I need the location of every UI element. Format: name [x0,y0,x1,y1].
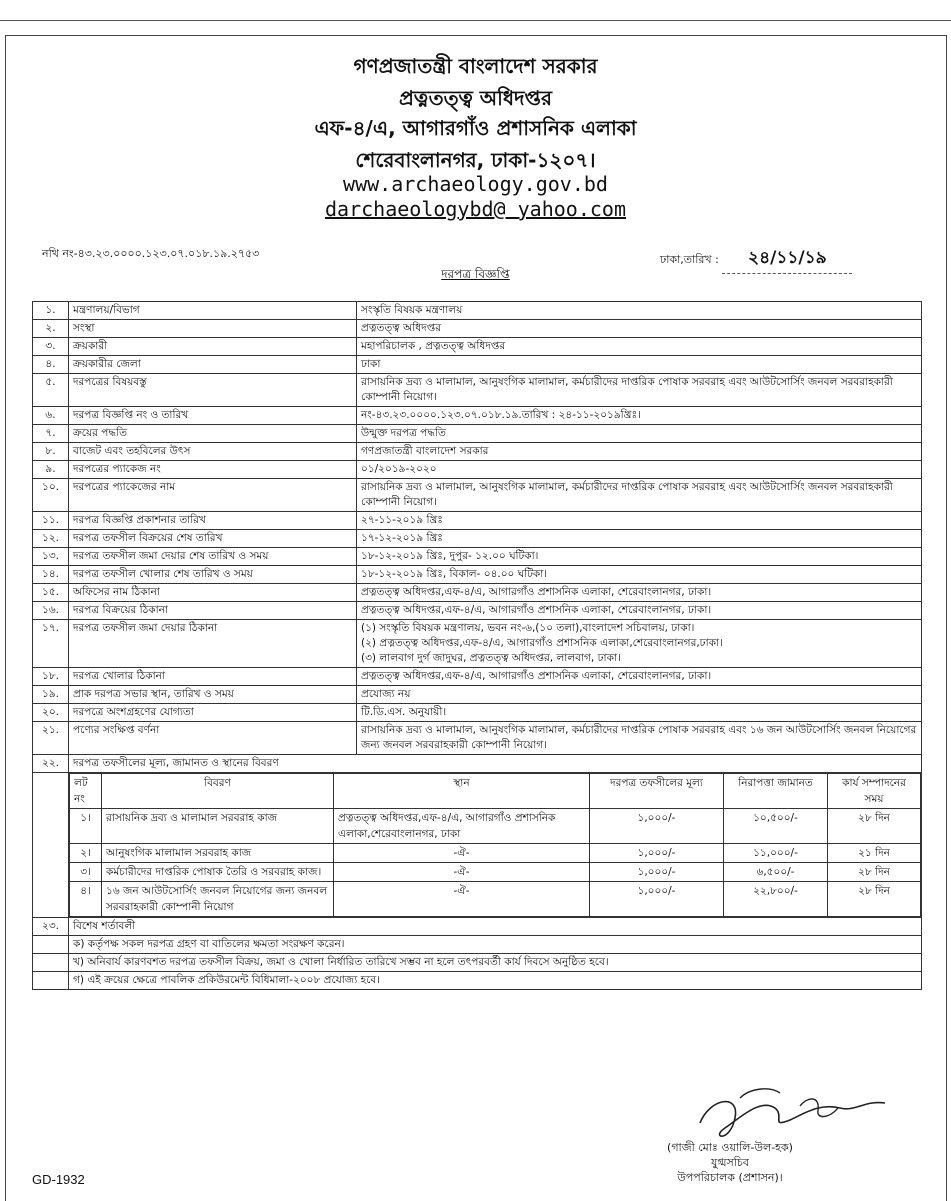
row-number: ১৯. [33,686,69,704]
table-row [33,407,922,425]
signatory-designation: উপপরিচালক (প্রশাসন)। [677,1171,783,1184]
lot-security: ১০,৫০০/- [724,809,828,844]
row-value: ০১/২০১৯-২০২০ [357,461,922,479]
lot-place: প্রত্নতত্ত্ব অধিদপ্তর,এফ-৪/এ, আগারগাঁও প্রশাসনিক এলাকা,শেরেবাংলানগর, ঢাকা [334,809,590,844]
row-label: ক্রয়কারী [69,338,357,356]
lot-description: রাসায়নিক দ্রব্য ও মালামাল সরবরাহ কাজ [102,809,334,844]
row-label: বাজেট এবং তহবিলের উৎস [69,443,357,461]
row-value: প্রত্নতত্ত্ব অধিদপ্তর,এফ-৪/এ, আগারগাঁও প্রশাসনিক এলাকা, শেরেবাংলানগর, ঢাকা। [357,668,922,686]
header-place: স্থান [334,774,590,809]
table-row [33,461,922,479]
lot-price: ১,০০০/- [590,863,724,882]
table-row [33,773,922,918]
row-label: ক্রয়ের পদ্ধতি [69,425,357,443]
table-row [33,320,922,338]
row-value: টি.ডি.এস. অনুযায়ী। [357,704,922,722]
signature-block [600,1140,860,1185]
condition-item: খ) অনিবার্য কারণবশত দরপত্র তফসীল বিক্রয়, জমা ও খোলা নির্ধারিত তারিখে সম্ভব না হলে তৎপরবর্তী কার্য দিবসে অনুষ্ঠিত হবে। [69,954,922,972]
table-row [33,338,922,356]
table-row [33,443,922,461]
address-line-3: (৩) লালবাগ দুর্গ জাদুঘর, প্রত্নতত্ত্ব অধিদপ্তর, লালবাগ, ঢাকা। [361,652,621,664]
spacer-cell [33,936,69,954]
table-row [33,954,922,972]
table-row [33,425,922,443]
condition-item: গ) এই ক্রয়ের ক্ষেত্রে পাবলিক প্রকিউরমেন্ট বিধিমালা-২০০৮ প্রযোজ্য হবে। [69,972,922,990]
row-value: নং-৪৩.২৩.০০০০.১২৩.০৭.০১৮.১৯.তারিখ : ২৪-১১-২০১৯খ্রিঃ। [357,407,922,425]
row-label: দরপত্রের বিষয়বস্তু [69,374,357,407]
lot-security: ২২,৮০০/- [724,882,828,917]
table-row [33,668,922,686]
row-number: ১০. [33,479,69,512]
row-value: প্রত্নতত্ত্ব অধিদপ্তর,এফ-৪/এ, আগারগাঁও প্রশাসনিক এলাকা, শেরেবাংলানগর, ঢাকা। [357,602,922,620]
table-row [33,602,922,620]
lot-time: ২৮ দিন [828,863,921,882]
row-value: গণপ্রজাতন্ত্রী বাংলাদেশ সরকার [357,443,922,461]
table-row [33,755,922,773]
lot-row [70,844,921,863]
row-number: ২১. [33,722,69,755]
row-label: দরপত্র বিজ্ঞপ্তি প্রকাশনার তারিখ [69,512,357,530]
row-number: ৬. [33,407,69,425]
row-label: দরপত্র খোলার ঠিকানা [69,668,357,686]
table-row [33,972,922,990]
row-number: ৮. [33,443,69,461]
website-link[interactable]: www.archaeology.gov.bd [343,172,608,196]
row-label: দরপত্র তফসীল জমা দেয়ার ঠিকানা [69,620,357,668]
row-value: মহাপরিচালক , প্রত্নতত্ত্ব অধিদপ্তর [357,338,922,356]
row-value: ১৭-১২-২০১৯ খ্রিঃ [357,530,922,548]
lot-place: -ঐ- [334,863,590,882]
row-label: দরপত্র তফসীলের মূল্য, জামানত ও স্থানের বিবরণ [69,755,922,773]
footer-code: GD-1932 [32,1172,85,1187]
date-value: ২৪/১১/১৯ [722,245,852,274]
address-line-1: (১) সংস্কৃতি বিষয়ক মন্ত্রণালয়, ভবন নং-৬,(১০ তলা),বাংলাদেশ সচিবালয়, ঢাকা। [361,622,695,634]
table-row [33,704,922,722]
row-value: প্রযোজ্য নয় [357,686,922,704]
table-row [33,584,922,602]
signatory-title: যুগ্মসচিব [711,1156,749,1169]
row-number: ১৬. [33,602,69,620]
table-row [33,566,922,584]
table-row [33,512,922,530]
table-row [33,530,922,548]
lot-row [70,863,921,882]
row-value: প্রত্নতত্ত্ব অধিদপ্তর [357,320,922,338]
lot-price: ১,০০০/- [590,882,724,917]
row-label: প্রাক দরপত্র সভার স্থান, তারিখ ও সময় [69,686,357,704]
table-row [33,918,922,936]
lot-number: ৪। [70,882,102,917]
lot-price: ১,০০০/- [590,844,724,863]
row-label: অফিসের নাম ঠিকানা [69,584,357,602]
condition-item: ক) কর্তৃপক্ষ সকল দরপত্র গ্রহণ বা বাতিলের ক্ষমতা সংরক্ষণ করেন। [69,936,922,954]
row-number: ১৭. [33,620,69,668]
header-time: কার্য সম্পাদনের সময় [828,774,921,809]
table-row [33,479,922,512]
header-lot: লট নং [70,774,102,809]
signatory-name: (গাজী মোঃ ওয়ালি-উল-হক) [667,1141,793,1154]
row-number: ৭. [33,425,69,443]
lot-security: ১১,০০০/- [724,844,828,863]
row-value: ঢাকা [357,356,922,374]
table-row [33,374,922,407]
row-value: রাসায়নিক দ্রব্য ও মালামাল, আনুষংগিক মালামাল, কর্মচারীদের দাপ্তরিক পোষাক সরবরাহ এবং আউটসোর্সিং জনবল সরবরাহকারী কোম্পানী নিয়োগ। [357,374,922,407]
lot-place: -ঐ- [334,882,590,917]
table-row [33,620,922,668]
row-value [357,620,922,668]
lot-description: ১৬ জন আউটসোর্সিং জনবল নিয়োগের জন্য জনবল সরবরাহকারী কোম্পানী নিয়োগ [102,882,334,917]
row-value: উন্মুক্ত দরপত্র পদ্ধতি [357,425,922,443]
lot-number: ১। [70,809,102,844]
row-value: ২৭-১১-২০১৯ খ্রিঃ [357,512,922,530]
lot-table [69,773,921,917]
row-label: দরপত্র তফসীল জমা দেয়ার শেষ তারিখ ও সময় [69,548,357,566]
lot-number: ২। [70,844,102,863]
row-number: ৯. [33,461,69,479]
city-line: শেরেবাংলানগর, ঢাকা-১২০৭। [355,148,596,172]
row-label: মন্ত্রণালয়/বিভাগ [69,302,357,320]
lot-place: -ঐ- [334,844,590,863]
row-label: সংস্থা [69,320,357,338]
table-row [33,936,922,954]
header-security: নিরাপত্তা জামানত [724,774,828,809]
lot-time: ২৮ দিন [828,809,921,844]
date-label: ঢাকা,তারিখ : [660,253,719,266]
lot-security: ৬,৫০০/- [724,863,828,882]
row-number: ১১. [33,512,69,530]
table-row [33,356,922,374]
row-value: ১৮-১২-২০১৯ খ্রিঃ, বিকাল- ০৪.০০ ঘটিকা। [357,566,922,584]
spacer-cell [33,972,69,990]
row-value: রাসায়নিক দ্রব্য ও মালামাল, আনুষংগিক মালামাল, কর্মচারীদের দাপ্তরিক পোষাক সরবরাহ এবং আউটসোর্সিং জনবল সরবরাহকারী কোম্পানী নিয়োগ। [357,479,922,512]
lot-number: ৩। [70,863,102,882]
lot-row [70,809,921,844]
row-label: দরপত্র বিক্রয়ের ঠিকানা [69,602,357,620]
table-row [33,548,922,566]
row-number: ১২. [33,530,69,548]
row-label: দরপত্রের প্যাকেজের নাম [69,479,357,512]
row-label: দরপত্র তফসীল বিক্রয়ের শেষ তারিখ [69,530,357,548]
row-label: বিশেষ শর্তাবলী [69,918,922,936]
lot-description: কর্মচারীদের দাপ্তরিক পোষাক তৈরি ও সরবরাহ কাজ। [102,863,334,882]
table-row [33,686,922,704]
memo-number: নথি নং-৪৩.২৩.০০০০.১২৩.০৭.০১৮.১৯.২৭৫৩ [42,247,260,260]
spacer-cell [33,773,69,918]
address-line: এফ-৪/এ, আগারগাঁও প্রশাসনিক এলাকা [314,116,637,140]
table-row [33,722,922,755]
lot-time: ২৮ দিন [828,882,921,917]
row-number: ১৮. [33,668,69,686]
lot-description: আনুষংগিক মালামাল সরবরাহ কাজ [102,844,334,863]
row-value: প্রত্নতত্ত্ব অধিদপ্তর,এফ-৪/এ, আগারগাঁও প্রশাসনিক এলাকা, শেরেবাংলানগর, ঢাকা। [357,584,922,602]
row-number: ২. [33,320,69,338]
spacer-cell [33,954,69,972]
header-desc: বিবরণ [102,774,334,809]
row-label: দরপত্র তফসীল খোলার শেষ তারিখ ও সময় [69,566,357,584]
header-price: দরপত্র তফসীলের মূল্য [590,774,724,809]
row-label: পণ্যের সংক্ষিপ্ত বর্ণনা [69,722,357,755]
department-name: প্রত্নতত্ত্ব অধিদপ্তর [399,86,552,110]
tender-table [32,301,922,990]
signature-scribble [680,1078,900,1148]
page-title: দরপত্র বিজ্ঞপ্তি [441,267,510,281]
address-line-2: (২) প্রত্নতত্ত্ব অধিদপ্তর,এফ-৪/এ, আগারগাঁও প্রশাসনিক এলাকা,শেরেবাংলানগর,ঢাকা। [361,637,723,649]
row-value: ১৮-১২-২০১৯ খ্রিঃ, দুপুর- ১২.০০ ঘটিকা। [357,548,922,566]
table-row [33,302,922,320]
lot-table-cell [69,773,922,918]
row-number: ৫. [33,374,69,407]
row-number: ১. [33,302,69,320]
email-link[interactable]: darchaeologybd@ yahoo.com [324,197,627,221]
row-number: ৩. [33,338,69,356]
row-number: ১৪. [33,566,69,584]
row-number: ২২. [33,755,69,773]
row-number: ৪. [33,356,69,374]
row-label: দরপত্রের প্যাকেজ নং [69,461,357,479]
row-number: ১৩. [33,548,69,566]
row-label: ক্রয়কারীর জেলা [69,356,357,374]
row-value: সংস্কৃতি বিষয়ক মন্ত্রণালয় [357,302,922,320]
top-rule [0,20,951,21]
govt-name: গণপ্রজাতন্ত্রী বাংলাদেশ সরকার [353,54,598,78]
row-label: দরপত্রে অংশগ্রহণের যোগ্যতা [69,704,357,722]
row-number: ২০. [33,704,69,722]
lot-time: ২১ দিন [828,844,921,863]
row-label: দরপত্র বিজ্ঞপ্তি নং ও তারিখ [69,407,357,425]
row-number: ১৫. [33,584,69,602]
lot-price: ১,০০০/- [590,809,724,844]
row-number: ২৩. [33,918,69,936]
row-value: রাসায়নিক দ্রব্য ও মালামাল, আনুষংগিক মালামাল, কর্মচারীদের দাপ্তরিক পোষাক সরবরাহ এবং ১৬ জন আউটসোর্সিং জনবল নিয়োগের জন্য জনবল সরবরাহকারী কোম্পানী নিয়োগ। [357,722,922,755]
lot-row [70,882,921,917]
